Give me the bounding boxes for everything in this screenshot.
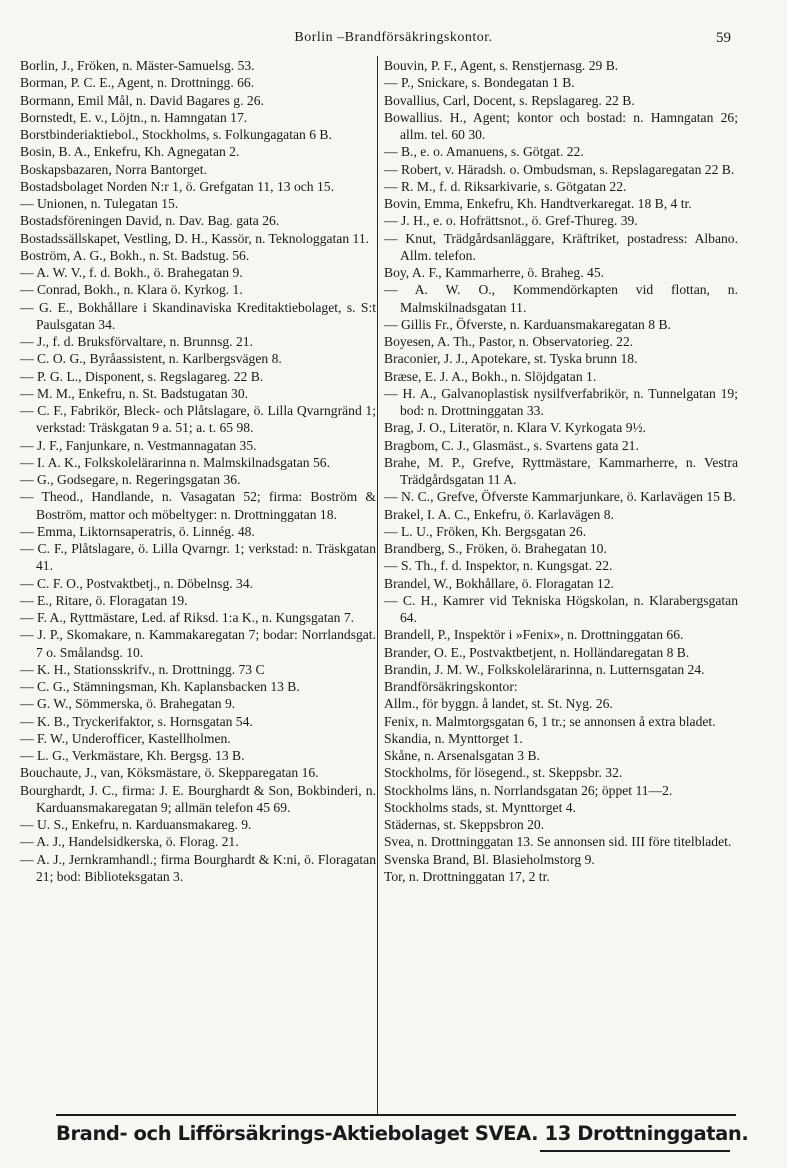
directory-entry: — Conrad, Bokh., n. Klara ö. Kyrkog. 1. — [20, 282, 243, 298]
directory-entry: — C. O. G., Byråassistent, n. Karlbergsvägen 8. — [20, 351, 282, 367]
directory-entry: Bovin, Emma, Enkefru, Kh. Handtverkaregat. 18 B, 4 tr. — [384, 196, 692, 211]
page-number: 59 — [716, 30, 731, 46]
directory-entry: — C. G., Stämningsman, Kh. Kaplansbacken 13 B. — [20, 679, 300, 694]
directory-entry: Boström, A. G., Bokh., n. St. Badstug. 56. — [20, 247, 250, 263]
directory-entry: — G. E., Bokhållare i Skandinaviska Kreditaktiebolaget, s. S:t Paulsgatan 34. — [20, 299, 376, 332]
directory-entry: Bræse, E. J. A., Bokh., n. Slöjdgatan 1. — [384, 368, 597, 384]
directory-entry: Bouvin, P. F., Agent, s. Renstjernasg. 29 B. — [384, 58, 619, 73]
directory-entry: — A. J., Handelsidkerska, ö. Florag. 21. — [20, 834, 239, 850]
directory-entry: Stockholms läns, n. Norrlandsgatan 26; öppet 11—2. — [384, 782, 673, 798]
footer-rule — [56, 1114, 736, 1116]
directory-entry: Fenix, n. Malmtorgsgatan 6, 1 tr.; se annonsen å extra bladet. — [384, 713, 716, 729]
directory-entry: — M. M., Enkefru, n. St. Badstugatan 30. — [20, 385, 249, 401]
directory-entry: — K. B., Tryckerifaktor, s. Hornsgatan 54. — [20, 713, 253, 729]
directory-entry: Brahe, M. P., Grefve, Ryttmästare, Kammarherre, n. Vestra Trädgårdsgatan 11 A. — [384, 454, 738, 487]
column-divider — [377, 56, 378, 1116]
directory-entry: — P. G. L., Disponent, s. Regslagareg. 22 B. — [20, 368, 264, 384]
directory-entry: Bowallius. H., Agent; kontor och bostad: n. Hamngatan 26; allm. tel. 60 30. — [384, 109, 738, 142]
directory-entry: Borstbinderiaktiebol., Stockholms, s. Folkungagatan 6 B. — [20, 127, 332, 142]
directory-entry: Brakel, I. A. C., Enkefru, ö. Karlavägen 8. — [384, 506, 614, 522]
directory-entry: — R. M., f. d. Riksarkivarie, s. Götgatan 22. — [384, 178, 627, 194]
directory-entry: — I. A. K., Folkskolelärarinna n. Malmskilnadsgatan 56. — [20, 454, 330, 470]
directory-entry: — Emma, Liktornsaperatris, ö. Linnég. 48. — [20, 523, 255, 539]
directory-entry: — Knut, Trädgårdsanläggare, Kräftriket, postadress: Albano. Allm. telefon. — [384, 230, 738, 263]
directory-entry: Bostadsföreningen David, n. Dav. Bag. gata 26. — [20, 213, 280, 229]
directory-entry: Svenska Brand, Bl. Blasieholmstorg 9. — [384, 851, 595, 867]
left-column — [20, 57, 376, 885]
directory-entry: — C. F. O., Postvaktbetj., n. Döbelnsg. 34. — [20, 575, 254, 591]
directory-entry: — G. W., Sömmerska, ö. Brahegatan 9. — [20, 696, 236, 712]
directory-entry: Boyesen, A. Th., Pastor, n. Observatorieg. 22. — [384, 334, 634, 349]
directory-entry: — F. A., Ryttmästare, Led. af Riksd. 1:a K., n. Kungsgatan 7. — [20, 610, 355, 625]
directory-entry: Braconier, J. J., Apotekare, st. Tyska brunn 18. — [384, 351, 638, 367]
directory-entry: Stockholms, för lösegend., st. Skeppsbr. 32. — [384, 765, 623, 781]
directory-entry: Brandin, J. M. W., Folkskolelärarinna, n. Lutternsgatan 24. — [384, 661, 705, 677]
directory-entry: — Unionen, n. Tulegatan 15. — [20, 196, 179, 211]
directory-entry: Svea, n. Drottninggatan 13. Se annonsen sid. III före titelbladet. — [384, 834, 732, 850]
directory-entry: Brandel, W., Bokhållare, ö. Floragatan 12. — [384, 575, 614, 591]
directory-entry: Brander, O. E., Postvaktbetjent, n. Holländaregatan 8 B. — [384, 644, 690, 660]
directory-entry: Tor, n. Drottninggatan 17, 2 tr. — [384, 868, 550, 884]
directory-entry: Bormann, Emil Mål, n. David Bagares g. 26. — [20, 92, 264, 108]
directory-entry: — N. C., Grefve, Öfverste Kammarjunkare, ö. Karlavägen 15 B. — [384, 489, 736, 505]
directory-entry: — U. S., Enkefru, n. Karduansmakareg. 9. — [20, 817, 252, 832]
directory-entry: Brag, J. O., Literatör, n. Klara V. Kyrkogata 9½. — [384, 420, 647, 436]
directory-entry: — F. W., Underofficer, Kastellholmen. — [20, 730, 231, 746]
directory-entry: Boskapsbazaren, Norra Bantorget. — [20, 161, 207, 177]
directory-entry: Stockholms stads, st. Mynttorget 4. — [384, 799, 576, 815]
directory-entry: — J. P., Skomakare, n. Kammakaregatan 7; bodar: Norrlandsgat. 7 o. Smålandsg. 10. — [20, 627, 376, 660]
directory-entry: Brandförsäkringskontor: — [384, 679, 518, 694]
directory-entry: — L. U., Fröken, Kh. Bergsgatan 26. — [384, 523, 587, 539]
directory-entry: Bosin, B. A., Enkefru, Kh. Agnegatan 2. — [20, 144, 240, 160]
directory-entry: — S. Th., f. d. Inspektor, n. Kungsgat. 22. — [384, 558, 613, 574]
directory-entry: Bovallius, Carl, Docent, s. Repslagareg. 22 B. — [384, 92, 635, 108]
directory-entry: Bostadsbolaget Norden N:r 1, ö. Grefgatan 11, 13 och 15. — [20, 178, 334, 194]
directory-entry: Boy, A. F., Kammarherre, ö. Braheg. 45. — [384, 265, 605, 280]
page-header — [0, 30, 787, 50]
directory-entry: — B., e. o. Amanuens, s. Götgat. 22. — [384, 144, 584, 160]
directory-entry: Bouchaute, J., van, Köksmästare, ö. Skepparegatan 16. — [20, 765, 319, 781]
directory-entry: — P., Snickare, s. Bondegatan 1 B. — [384, 75, 575, 91]
directory-entry: — J. F., Fanjunkare, n. Vestmannagatan 35. — [20, 437, 257, 453]
directory-entry: — A. W. O., Kommendörkapten vid flottan, n. Malmskilnadsgatan 11. — [384, 282, 738, 315]
directory-entry: — G., Godsegare, n. Regeringsgatan 36. — [20, 472, 241, 487]
directory-entry: Brandell, P., Inspektör i »Fenix», n. Drottninggatan 66. — [384, 627, 684, 643]
directory-entry: — H. A., Galvanoplastisk nysilfverfabrikör, n. Tunnelgatan 19; bod: n. Drottninggatan 33. — [384, 385, 738, 418]
directory-entry: — C. H., Kamrer vid Tekniska Högskolan, n. Klarabergsgatan 64. — [384, 592, 738, 625]
directory-entry: Städernas, st. Skeppsbron 20. — [384, 817, 545, 832]
footer-advertisement: Brand- och Lifförsäkrings-Aktiebolaget SVEA. 13 Drottninggatan. — [56, 1122, 749, 1145]
directory-entry: Bornstedt, E. v., Löjtn., n. Hamngatan 17. — [20, 109, 248, 125]
directory-entry: — K. H., Stationsskrifv., n. Drottningg. 73 C — [20, 661, 265, 677]
directory-entry: Bragbom, C. J., Glasmäst., s. Svartens gata 21. — [384, 437, 639, 453]
directory-entry: Bostadssällskapet, Vestling, D. H., Kassör, n. Teknologgatan 11. — [20, 230, 370, 246]
directory-entry: — Gillis Fr., Öfverste, n. Karduansmakaregatan 8 B. — [384, 316, 671, 332]
directory-entry: — Theod., Handlande, n. Vasagatan 52; firma: Boström & Boström, mattor och möbeltyger: n. Drottninggatan 18. — [20, 489, 376, 522]
directory-entry: — A. W. V., f. d. Bokh., ö. Brahegatan 9. — [20, 265, 243, 280]
directory-entry: Borman, P. C. E., Agent, n. Drottningg. 66. — [20, 75, 255, 91]
directory-entry: — L. G., Verkmästare, Kh. Bergsg. 13 B. — [20, 748, 245, 763]
directory-entry: — J. H., e. o. Hofrättsnot., ö. Gref-Thureg. 39. — [384, 213, 638, 229]
directory-entry: Borlin, J., Fröken, n. Mäster-Samuelsg. 53. — [20, 58, 255, 73]
directory-entry: Skåne, n. Arsenalsgatan 3 B. — [384, 748, 540, 763]
advertisement-underline — [540, 1150, 730, 1152]
directory-entry: Allm., för byggn. å landet, st. St. Nyg. 26. — [384, 696, 613, 712]
directory-entry: — Robert, v. Häradsh. o. Ombudsman, s. Repslagaregatan 22 B. — [384, 161, 735, 177]
right-column — [384, 57, 738, 885]
directory-entry: — A. J., Jernkramhandl.; firma Bourghardt & K:ni, ö. Floragatan 21; bod: Biblioteksgatan 3. — [20, 851, 376, 884]
running-title: Borlin –Brandförsäkringskontor. — [294, 30, 493, 45]
directory-entry: Bourghardt, J. C., firma: J. E. Bourghardt & Son, Bokbinderi, n. Karduansmakaregatan 9; allmän telefon 45 69. — [20, 782, 376, 815]
directory-entry: — E., Ritare, ö. Floragatan 19. — [20, 592, 188, 608]
directory-entry: — C. F., Plåtslagare, ö. Lilla Qvarngr. 1; verkstad: n. Träskgatan 41. — [20, 541, 376, 574]
directory-entry: — C. F., Fabrikör, Bleck- och Plåtslagare, ö. Lilla Qvarngränd 1; verkstad: Träskgatan 9 a. 51; a. t. 65 98. — [20, 403, 376, 436]
directory-entry: Skandia, n. Mynttorget 1. — [384, 730, 523, 746]
directory-entry: — J., f. d. Bruksförvaltare, n. Brunnsg. 21. — [20, 334, 253, 349]
directory-entry: Brandberg, S., Fröken, ö. Brahegatan 10. — [384, 541, 607, 556]
